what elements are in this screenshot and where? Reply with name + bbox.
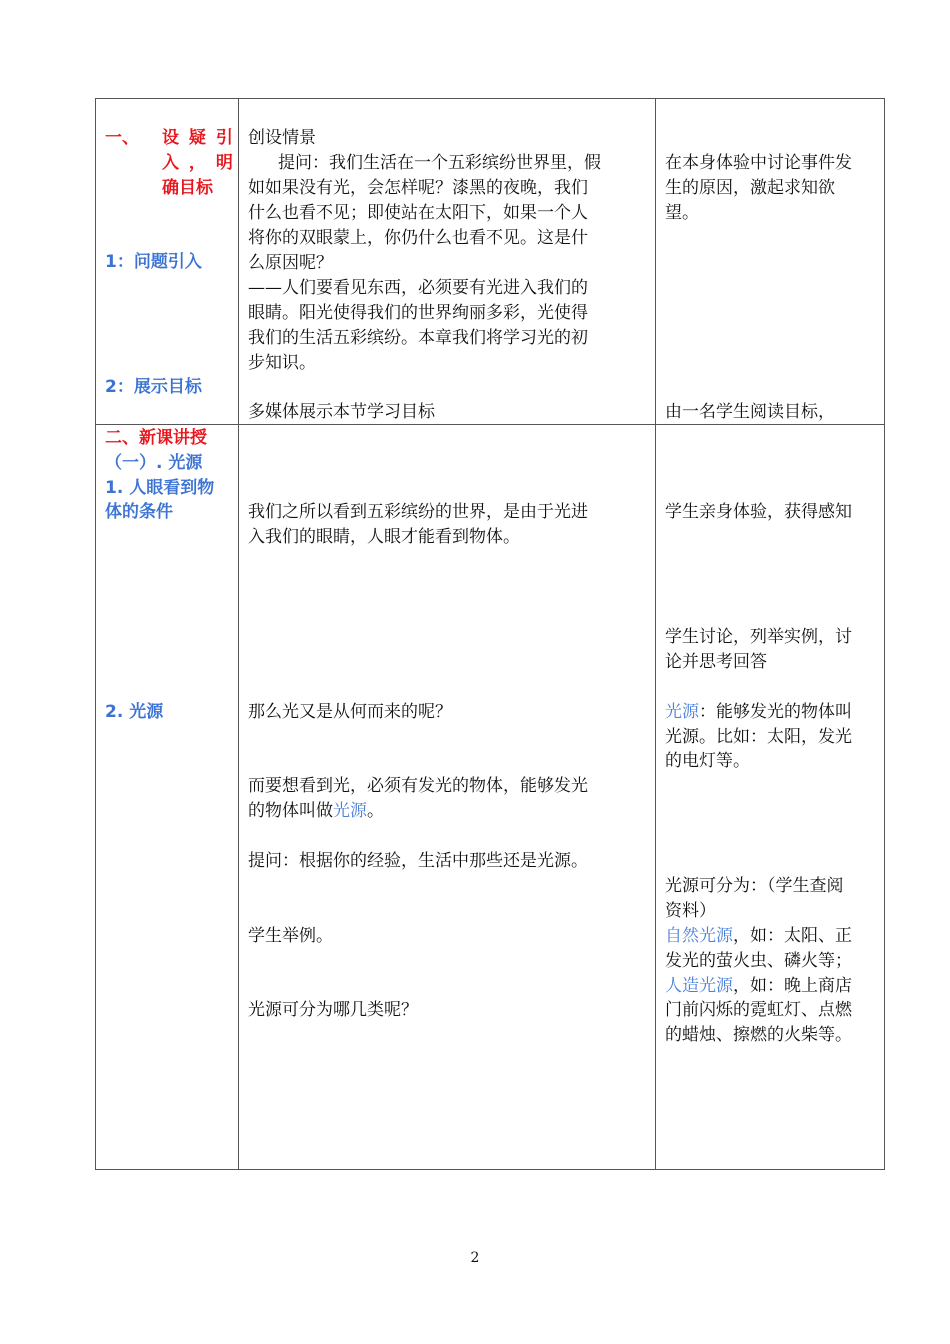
right-line-15 bbox=[665, 974, 852, 999]
right-line-16: 门前闪烁的霓虹灯、点燃 bbox=[665, 1000, 852, 1020]
mid-line-2: 提问：我们生活在一个五彩缤纷世界里，假 bbox=[278, 153, 601, 173]
right-line-5: 学生亲身体验，获得感知 bbox=[665, 502, 852, 522]
mid-line-6: 么原因呢？ bbox=[248, 253, 333, 273]
column-divider-2 bbox=[655, 98, 656, 1170]
right-line-12: 资料） bbox=[665, 901, 716, 921]
section-1-number: 一、 bbox=[105, 128, 139, 148]
mid-line-8: 眼睛。阳光使得我们的世界绚丽多彩，光使得 bbox=[248, 303, 588, 323]
mid-para-2-line1: 而要想看到光，必须有发光的物体，能够发光 bbox=[248, 776, 588, 796]
mid-line-3: 如如果没有光，会怎样呢？漆黑的夜晚，我们 bbox=[248, 178, 588, 198]
right-line-8 bbox=[665, 700, 852, 725]
mid-question-experience: 提问：根据你的经验，生活中那些还是光源。 bbox=[248, 851, 588, 871]
section-2-subtitle: （一）. 光源 bbox=[105, 453, 203, 473]
section-2-point-1-line1: 1. 人眼看到物 bbox=[105, 478, 215, 498]
mid-line-11: 多媒体展示本节学习目标 bbox=[248, 402, 435, 422]
section-2-point-1-line2: 体的条件 bbox=[105, 502, 173, 522]
mid-para-2-text: 的物体叫做 bbox=[248, 801, 333, 821]
mid-para-2-end: 。 bbox=[367, 801, 384, 821]
right-line-9: 光源。比如：太阳，发光 bbox=[665, 727, 852, 747]
term-artificial-source: 人造光源 bbox=[665, 976, 733, 996]
mid-line-4: 什么也看不见；即使站在太阳下，如果一个人 bbox=[248, 203, 588, 223]
right-line-11: 光源可分为：（学生查阅 bbox=[665, 876, 844, 896]
term-light-source: 光源 bbox=[333, 801, 367, 821]
mid-para-2-line2 bbox=[248, 799, 384, 824]
mid-line-10: 步知识。 bbox=[248, 353, 316, 373]
section-1-title-line2: 入 ， 明 bbox=[162, 153, 235, 173]
mid-line-9: 我们的生活五彩缤纷。本章我们将学习光的初 bbox=[248, 328, 588, 348]
right-line-3: 望。 bbox=[665, 203, 699, 223]
section-1-item-2: 2：展示目标 bbox=[105, 377, 202, 397]
mid-line-7: ——人们要看见东西，必须要有光进入我们的 bbox=[248, 278, 588, 298]
right-line-4: 由一名学生阅读目标， bbox=[665, 402, 835, 422]
right-line-8-text: ：能够发光的物体叫 bbox=[699, 702, 852, 722]
page-number: 2 bbox=[470, 1250, 480, 1266]
right-line-6: 学生讨论，列举实例，讨 bbox=[665, 627, 852, 647]
column-divider-1 bbox=[238, 98, 239, 1170]
mid-question-types: 光源可分为哪几类呢？ bbox=[248, 1000, 418, 1020]
term-light-source-2: 光源 bbox=[665, 702, 699, 722]
right-line-7: 论并思考回答 bbox=[665, 652, 767, 672]
section-1-item-1: 1：问题引入 bbox=[105, 252, 202, 272]
mid-student-examples: 学生举例。 bbox=[248, 926, 333, 946]
section-2-point-2: 2. 光源 bbox=[105, 702, 164, 722]
mid-question-source: 那么光又是从何而来的呢？ bbox=[248, 702, 452, 722]
mid-line-5: 将你的双眼蒙上，你仍什么也看不见。这是什 bbox=[248, 228, 588, 248]
right-line-10: 的电灯等。 bbox=[665, 751, 750, 771]
right-line-2: 生的原因，激起求知欲 bbox=[665, 178, 835, 198]
section-1-title-line1: 设 疑 引 bbox=[162, 128, 235, 148]
section-1-title-line3: 确目标 bbox=[162, 178, 213, 198]
right-line-1: 在本身体验中讨论事件发 bbox=[665, 153, 852, 173]
right-line-14: 发光的萤火虫、磷火等； bbox=[665, 951, 852, 971]
mid-para-1-line2: 入我们的眼睛，人眼才能看到物体。 bbox=[248, 527, 520, 547]
right-line-15-text: ，如：晚上商店 bbox=[733, 976, 852, 996]
right-line-13-text: ，如：太阳、正 bbox=[733, 926, 852, 946]
section-2-title: 二、新课讲授 bbox=[105, 428, 207, 448]
term-natural-source: 自然光源 bbox=[665, 926, 733, 946]
mid-para-1-line1: 我们之所以看到五彩缤纷的世界，是由于光进 bbox=[248, 502, 588, 522]
mid-line-1: 创设情景 bbox=[248, 128, 316, 148]
right-line-17: 的蜡烛、擦燃的火柴等。 bbox=[665, 1025, 852, 1045]
right-line-13 bbox=[665, 924, 852, 949]
